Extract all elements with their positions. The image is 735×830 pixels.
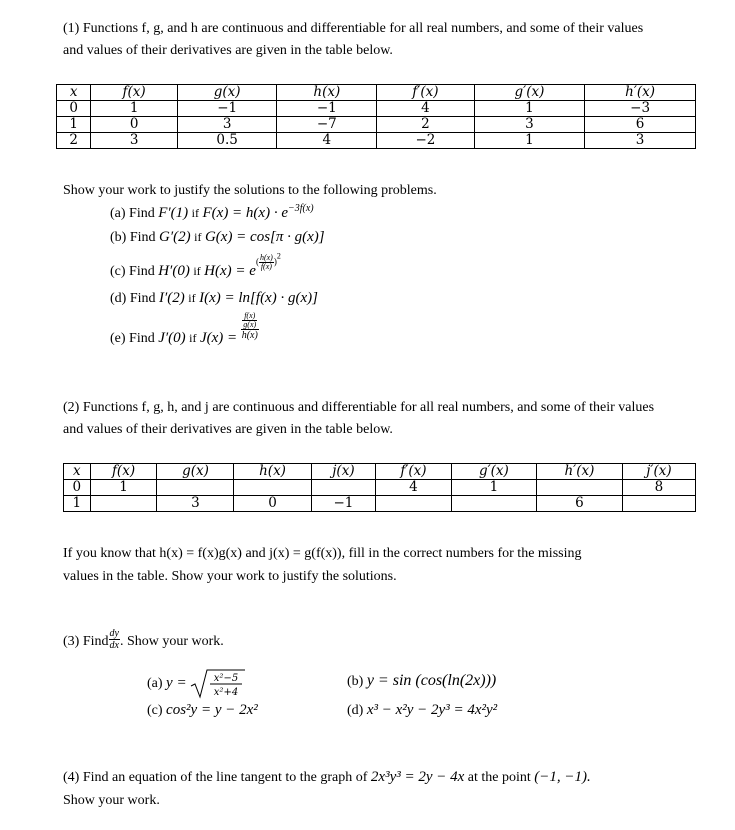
problem1-intro-line2: and values of their derivatives are given in the table below. <box>63 43 393 58</box>
table1-cell: 0 <box>91 117 178 133</box>
problem1-intro-line1: (1) Functions f, g, and h are continuous and differentiable for all real numbers, and some of their values <box>63 21 644 36</box>
table1-row <box>57 101 696 117</box>
problem3-dydx: $\frac{dy}{dx}$ <box>109 628 119 651</box>
table1-cell: 0 <box>57 101 91 117</box>
problem2-text-line2: values in the table. Show your work to justify the solutions. <box>63 569 397 584</box>
table1-cell: −2 <box>377 133 474 149</box>
table1-cell: −7 <box>277 117 377 133</box>
problem3-part-b: (b) y = sin (cos(ln(2x))) <box>347 672 497 689</box>
problem4-line2: Show your work. <box>63 793 160 808</box>
table1-cell: 3 <box>177 117 277 133</box>
table2-header-row <box>64 464 696 480</box>
table2-header-cell: g′(x) <box>451 464 536 480</box>
table2-cell <box>622 496 695 512</box>
table2-cell: 4 <box>376 480 451 496</box>
problem1-intro <box>63 18 703 62</box>
table2-cell: 1 <box>451 480 536 496</box>
problem2-intro-line2: and values of their derivatives are given in the table below. <box>63 422 393 437</box>
problem1-part-c-exponent: ( $\frac{h(x)}{f(x)}$ )$^2$ <box>255 252 281 272</box>
problem1-part-e-fraction: $\frac{\frac{f(x)}{g(x)}}{h(x)}$ <box>241 311 258 341</box>
table1-cell: 1 <box>474 133 585 149</box>
problem2-table <box>63 463 696 512</box>
problem1-part-d: (d) Find I′(2) if I(x) = ln[f(x) · g(x)] <box>110 290 318 306</box>
table1-cell: −1 <box>277 101 377 117</box>
table2-cell <box>90 496 157 512</box>
table2-header-cell: j(x) <box>311 464 376 480</box>
problem4-line1: (4) Find an equation of the line tangent to the graph of 2x³y³ = 2y − 4x at the point (−1, −1). <box>63 769 591 785</box>
table2-cell: 1 <box>90 480 157 496</box>
table1-cell: 3 <box>585 133 696 149</box>
radical-icon <box>190 668 246 700</box>
table1-header-cell: f(x) <box>91 85 178 101</box>
problem2-intro-line1: (2) Functions f, g, h, and j are continuous and differentiable for all real numbers, and some of their values <box>63 400 655 415</box>
problem2-text-line1: If you know that h(x) = f(x)g(x) and j(x) = g(f(x)), fill in the correct numbers for the missing <box>63 546 582 561</box>
table1-header-cell: f′(x) <box>377 85 474 101</box>
problem1-table <box>56 84 696 149</box>
table1-cell: 1 <box>91 101 178 117</box>
table1-cell: 4 <box>377 101 474 117</box>
table1-cell: 2 <box>377 117 474 133</box>
problem2-intro <box>63 397 703 441</box>
problem3-part-d: (d) x³ − x²y − 2y³ = 4x²y² <box>347 702 498 718</box>
problem2-text <box>63 542 703 588</box>
table2-cell: 1 <box>64 496 91 512</box>
table1-cell: −3 <box>585 101 696 117</box>
table2-cell: −1 <box>311 496 376 512</box>
table1-header-cell: h(x) <box>277 85 377 101</box>
table2-cell <box>451 496 536 512</box>
table2-cell <box>537 480 623 496</box>
table2-header-cell: x <box>64 464 91 480</box>
table2-cell: 3 <box>157 496 234 512</box>
problem3-part-c: (c) cos²y = y − 2x² <box>147 702 258 718</box>
table1-header-cell: x <box>57 85 91 101</box>
table2-header-cell: h′(x) <box>537 464 623 480</box>
table1-cell: 2 <box>57 133 91 149</box>
problem1-part-c: (c) Find H′(0) if H(x) = e( $\frac{h(x)}{f(x)}$ )$^2$ <box>110 252 281 279</box>
table1-row <box>57 117 696 133</box>
table1-cell: 1 <box>474 101 585 117</box>
table1-cell: −1 <box>177 101 277 117</box>
problem3-heading: (3) Find $\frac{dy}{dx}$ . Show your work. <box>63 628 224 651</box>
table1-header-row <box>57 85 696 101</box>
table2-cell <box>234 480 311 496</box>
table2-header-cell: h(x) <box>234 464 311 480</box>
table1-header-cell: h′(x) <box>585 85 696 101</box>
problem1-part-a: (a) Find F′(1) if $F(x) = h(x) \cdot e^{-3f(x)}$ <box>110 203 314 221</box>
table1-cell: 3 <box>91 133 178 149</box>
problem3-part-a: (a) y = x²−5 x²+4 <box>147 668 246 700</box>
table1-header-cell: g(x) <box>177 85 277 101</box>
table1-cell: 4 <box>277 133 377 149</box>
svg-text:x²+4: x²+4 <box>213 687 239 698</box>
table2-cell: 8 <box>622 480 695 496</box>
table1-cell: 1 <box>57 117 91 133</box>
table1-cell: 6 <box>585 117 696 133</box>
table2-header-cell: j′(x) <box>622 464 695 480</box>
table1-row <box>57 133 696 149</box>
table2-row <box>64 496 696 512</box>
table2-header-cell: f(x) <box>90 464 157 480</box>
table2-row <box>64 480 696 496</box>
table2-header-cell: g(x) <box>157 464 234 480</box>
problem1-instructions: Show your work to justify the solutions to the following problems. <box>63 183 437 198</box>
problem1-part-e: (e) Find J′(0) if J(x) = $\frac{\frac{f(x)}{g(x)}}{h(x)}$ <box>110 311 258 346</box>
table1-header-cell: g′(x) <box>474 85 585 101</box>
svg-text:x²−5: x²−5 <box>213 673 239 684</box>
table2-cell <box>376 496 451 512</box>
table2-cell <box>157 480 234 496</box>
table2-cell: 0 <box>234 496 311 512</box>
table2-cell: 0 <box>64 480 91 496</box>
table2-cell: 6 <box>537 496 623 512</box>
table2-header-cell: f′(x) <box>376 464 451 480</box>
table2-cell <box>311 480 376 496</box>
square-root <box>190 668 246 700</box>
problem4 <box>63 766 591 812</box>
table1-cell: 3 <box>474 117 585 133</box>
problem1-part-b: (b) Find G′(2) if G(x) = cos[π · g(x)] <box>110 229 325 245</box>
table1-cell: 0.5 <box>177 133 277 149</box>
